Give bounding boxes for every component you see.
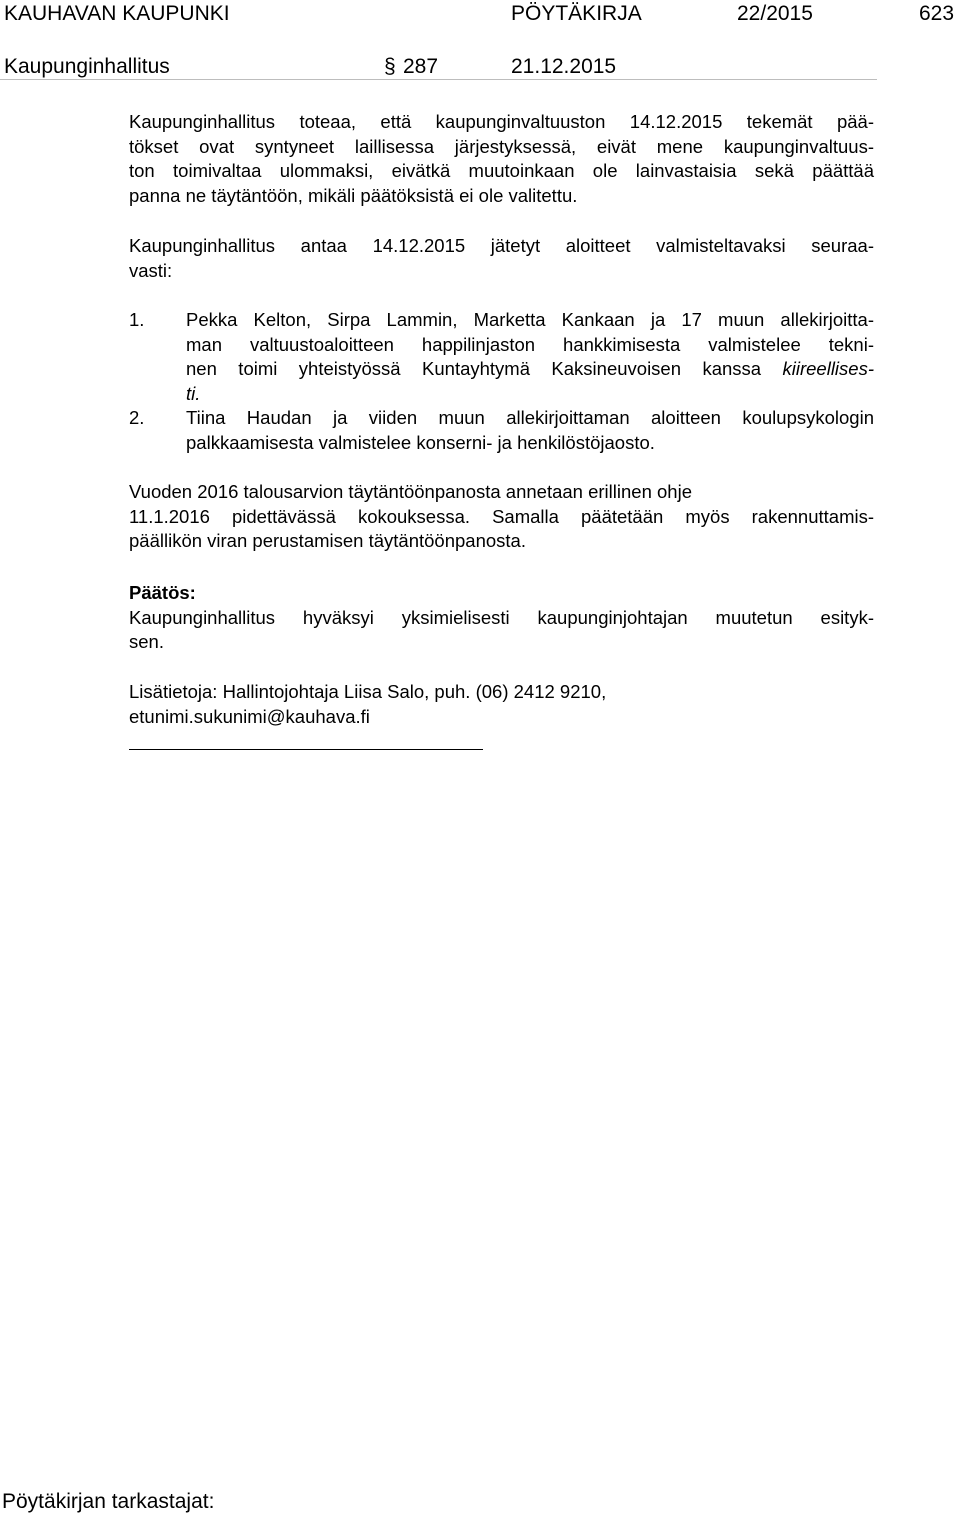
end-separator-line — [129, 749, 483, 750]
meeting-date: 21.12.2015 — [511, 55, 617, 78]
document-number: 22/2015 — [737, 2, 813, 25]
italic-fragment: kiireellises- — [782, 358, 874, 379]
text-line — [186, 357, 874, 382]
text-line: palkkaamisesta valmistelee konserni- ja henkilöstöjaosto. — [186, 431, 655, 453]
text-line: Vuoden 2016 talousarvion täytäntöönpanosta annetaan erillinen ohje — [129, 481, 692, 502]
municipality-name: KAUHAVAN KAUPUNKI — [4, 2, 230, 25]
paragraph-budget — [129, 480, 874, 554]
text-line: man valtuustoaloitteen happilinjaston hankkimisesta valmistelee tekni- — [186, 333, 874, 355]
paragraph-confirmation — [129, 110, 874, 208]
text-line: Kaupunginhallitus toteaa, että kaupunginvaltuuston 14.12.2015 tekemät pää- — [129, 111, 874, 132]
text-line: Kaupunginhallitus hyväksyi yksimielisesti kaupunginjohtajan muutetun esityk- — [129, 606, 874, 628]
text-line: panna ne täytäntöön, mikäli päätöksistä ei ole valitettu. — [129, 184, 578, 206]
text-line: Lisätietoja: Hallintojohtaja Liisa Salo, puh. (06) 2412 9210, — [129, 681, 607, 702]
text-line: Kaupunginhallitus antaa 14.12.2015 jätetyt aloitteet valmisteltavaksi seuraa- — [129, 235, 874, 256]
organ-name: Kaupunginhallitus — [4, 55, 170, 78]
paragraph-initiatives — [129, 234, 874, 283]
text-line — [186, 382, 874, 407]
text-line: ton toimivaltaa ulommaksi, eivätkä muutoinkaan ole lainvastaisia sekä päättää — [129, 160, 874, 181]
text-fragment: nen toimi yhteistyössä Kuntayhtymä Kaksineuvoisen kanssa — [186, 358, 783, 379]
section-number: 287 — [403, 55, 439, 78]
list-item-number: 2. — [129, 407, 145, 428]
section-mark: § — [384, 55, 396, 78]
list-item-1 — [129, 308, 874, 406]
decision-section — [129, 581, 874, 655]
text-line: tökset ovat syntyneet laillisessa järjestyksessä, eivät mene kaupunginvaltuus- — [129, 135, 874, 157]
document-type: PÖYTÄKIRJA — [511, 2, 642, 25]
text-line: 11.1.2016 pidettävässä kokouksessa. Samalla päätetään myös rakennuttamis- — [129, 505, 874, 527]
reviewers-label: Pöytäkirjan tarkastajat: — [2, 1490, 215, 1513]
text-line: Pekka Kelton, Sirpa Lammin, Marketta Kankaan ja 17 muun allekirjoitta- — [186, 309, 874, 330]
italic-fragment: ti. — [186, 382, 201, 404]
email-address: etunimi.sukunimi@kauhava.fi — [129, 705, 370, 727]
additional-info — [129, 680, 874, 729]
list-item-2 — [129, 406, 874, 455]
text-line: sen. — [129, 631, 164, 652]
text-line: vasti: — [129, 259, 173, 281]
page-number: 623 — [919, 2, 955, 25]
header-divider — [0, 79, 877, 80]
list-item-number: 1. — [129, 309, 145, 330]
text-line: päällikön viran perustamisen täytäntöönpanosta. — [129, 530, 526, 551]
decision-label: Päätös: — [129, 582, 196, 603]
text-line: Tiina Haudan ja viiden muun allekirjoittaman aloitteen koulupsykologin — [186, 407, 874, 428]
